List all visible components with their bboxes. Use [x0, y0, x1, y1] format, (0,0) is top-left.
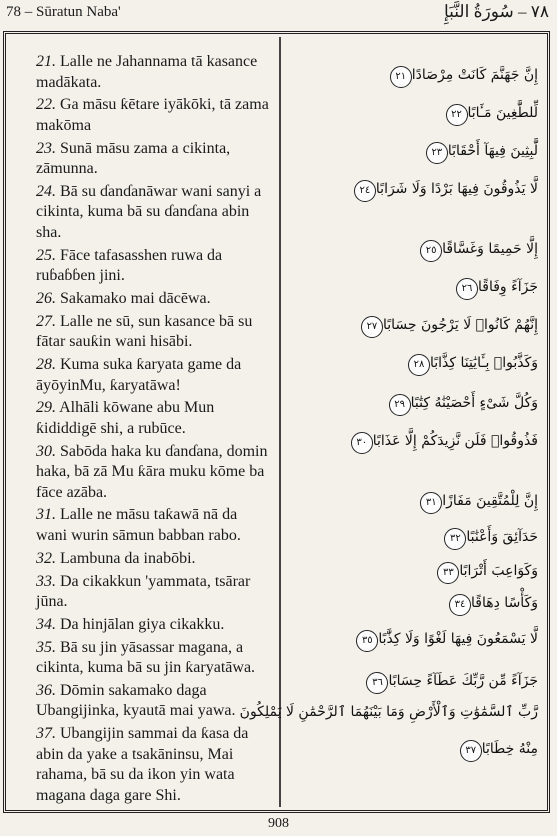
ayah-marker-icon: ٣٥ [356, 630, 378, 652]
arabic-verse-text: جَزَآءً وِفَاقًا [478, 279, 538, 295]
verse-text: Bā su jin yāsassar magana, a cikinta, kuma bā su jin ƙaryatāwa. [36, 638, 256, 677]
ayah-marker-icon: ٣٢ [444, 528, 466, 550]
verse-text: Kuma suka ƙaryata game da āyōyinMu, ƙaryatāwa! [36, 356, 242, 394]
arabic-verse-line [363, 672, 538, 694]
verse-text: Da cikakkun 'yammata, tsārar jūna. [36, 572, 251, 611]
verse-translation [10, 52, 272, 93]
arabic-verse-line [417, 240, 538, 262]
ayah-marker-icon: ٢٢ [446, 104, 468, 126]
arabic-verse-line [348, 432, 538, 454]
verse-number: 21. [36, 53, 56, 70]
verse-translation [10, 549, 272, 570]
verse-text: Sabōda haka ku ɗanɗana, domin haka, bā zā Mu ƙāra muku kōme ba fāce azāba. [36, 442, 268, 501]
column-divider [279, 37, 281, 807]
verse-number: 37. [36, 725, 56, 743]
translation-column [10, 52, 272, 809]
verse-text: Lalle ne sū, sun kasance bā su fātar sauƙin wani hisābi. [36, 312, 253, 351]
arabic-verse-text: إِنَّ جَهَنَّمَ كَانَتْ مِرْصَادًا [411, 67, 538, 83]
verse-number: 23. [36, 139, 56, 157]
ayah-marker-icon: ٢٦ [456, 278, 478, 300]
arabic-verse-line [443, 104, 539, 126]
verse-text: Lambuna da inabōbi. [60, 549, 196, 567]
verse-number: 29. [36, 399, 56, 417]
arabic-verse-line [441, 528, 538, 550]
arabic-verse-text: جَزَآءً مِّن رَّبِّكَ عَطَآءً حِسَابًا [388, 673, 538, 689]
arabic-verse-text: لَّٰبِثِينَ فِيهَآ أَحْقَابًا [447, 143, 538, 159]
arabic-verse-line [423, 142, 538, 164]
arabic-verse-line [386, 394, 538, 416]
verse-text: Sakamako mai dācēwa. [60, 289, 211, 307]
ayah-marker-icon: ٢٩ [389, 394, 411, 416]
verse-number: 32. [36, 549, 56, 567]
verse-number: 28. [36, 356, 56, 374]
verse-translation [10, 182, 272, 244]
ayah-marker-icon: ٢٤ [354, 180, 376, 202]
arabic-verse-text: رَّبِّ ٱلسَّمَٰوَٰتِ وَٱلْأَرْضِ وَمَا بَيْنَهُمَا ٱلرَّحْمَٰنِ لَا يَمْلِكُونَ [239, 704, 538, 720]
arabic-verse-line [405, 354, 538, 376]
arabic-verse-text: إِلَّا حَمِيمًا وَغَسَّاقًا [442, 241, 538, 257]
verse-number: 35. [36, 638, 56, 656]
verse-number: 26. [36, 289, 56, 307]
verse-text: Sunā māsu zama a cikinta, zāmunna. [36, 139, 231, 178]
verse-translation [10, 505, 272, 546]
ayah-marker-icon: ٢١ [390, 66, 412, 88]
verse-number: 31. [36, 506, 56, 524]
arabic-verse-line [457, 740, 538, 762]
verse-translation [10, 246, 272, 287]
page-header [0, 0, 557, 30]
arabic-verse-text: وَكُلَّ شَىْءٍ أَحْصَيْنَٰهُ كِتَٰبًا [410, 395, 538, 411]
ayah-marker-icon: ٣٣ [437, 562, 459, 584]
ayah-marker-icon: ٢٧ [361, 316, 383, 338]
verse-number: 22. [36, 96, 56, 114]
arabic-verse-line [453, 278, 538, 300]
verse-translation [10, 615, 272, 636]
verse-translation [10, 442, 272, 504]
verse-number: 36. [36, 681, 56, 699]
arabic-verse-line [417, 492, 538, 514]
ayah-marker-icon: ٣٤ [449, 594, 471, 616]
verse-number: 27. [36, 312, 56, 330]
verse-number: 33. [36, 572, 56, 590]
verse-number: 34. [36, 615, 56, 633]
ayah-marker-icon: ٢٨ [408, 354, 430, 376]
verse-translation [10, 312, 272, 353]
arabic-verse-text: لِّلطَّٰغِينَ مَـَٔابًا [467, 105, 538, 121]
arabic-verse-line [351, 180, 538, 202]
verse-translation [10, 572, 272, 613]
verse-translation [10, 398, 272, 439]
arabic-verse-line [240, 704, 538, 720]
verse-text: Alhāli kōwane abu Mun ƙididdigē shi, a rubūce. [36, 399, 215, 437]
arabic-verse-text: حَدَآئِقَ وَأَعْنَٰبًا [466, 529, 538, 545]
verse-text: Ga māsu ƙētare iyākōki, tā zama makōma [36, 96, 269, 134]
header-surah-arabic: ٧٨ – سُورَةُ النَّبَإِ [443, 2, 549, 21]
verse-text: Fāce tafasasshen ruwa da ruɓaɓɓen jini. [36, 246, 223, 285]
arabic-verse-text: لَّا يَسْمَعُونَ فِيهَا لَغْوًا وَلَا كِذَّٰبًا [378, 631, 538, 647]
verse-translation [10, 638, 272, 679]
verse-text: Lalle ne Jahannama tā kasance madākata. [36, 53, 258, 91]
arabic-verse-text: لَّا يَذُوقُونَ فِيهَا بَرْدًا وَلَا شَرَابًا [375, 181, 538, 197]
ayah-marker-icon: ٢٣ [426, 142, 448, 164]
verse-number: 25. [36, 246, 56, 264]
arabic-verse-text: إِنَّ لِلْمُتَّقِينَ مَفَازًا [442, 493, 538, 509]
arabic-verse-text: إِنَّهُمْ كَانُوا۟ لَا يَرْجُونَ حِسَابًا [382, 317, 538, 333]
verse-translation [10, 681, 272, 722]
verse-translation [10, 724, 272, 806]
verse-number: 24. [36, 182, 56, 200]
arabic-verse-text: مِنْهُ خِطَابًا [481, 741, 538, 757]
verse-text: Dōmin sakamako daga Ubangijinka, kyautā mai yawa. [36, 681, 236, 720]
arabic-verse-text: وَكَذَّبُوا۟ بِـَٔايَٰتِنَا كِذَّابًا [429, 355, 538, 371]
arabic-verse-line [446, 594, 538, 616]
page-number: 908 [268, 816, 289, 831]
verse-translation [10, 95, 272, 136]
ayah-marker-icon: ٣٠ [351, 432, 373, 454]
header-surah-latin: 78 – Sūratun Naba' [6, 4, 121, 20]
arabic-verse-text: فَذُوقُوا۟ فَلَن نَّزِيدَكُمْ إِلَّا عَذَابًا [372, 433, 538, 449]
arabic-verse-line [434, 562, 538, 584]
arabic-verse-text: وَكَأْسًا دِهَاقًا [471, 595, 538, 611]
verse-text: Ubangijin sammai da ƙasa da abin da yake a tsakāninsu, Mai rahama, bā su da ikon yin wata magana daga gare Shi. [36, 725, 249, 804]
ayah-marker-icon: ٣٦ [366, 672, 388, 694]
ayah-marker-icon: ٢٥ [420, 240, 442, 262]
verse-translation [10, 139, 272, 180]
verse-text: Lalle ne māsu taƙawā nā da wani wurin sāmun babban rabo. [36, 506, 241, 544]
arabic-column [239, 54, 544, 794]
verse-text: Da hinjālan giya cikakku. [60, 615, 225, 633]
ayah-marker-icon: ٣٧ [460, 740, 482, 762]
verse-text: Bā su ɗanɗanāwar wani sanyi a cikinta, kuma bā su ɗanɗana abin sha. [36, 182, 262, 241]
arabic-verse-line [387, 66, 538, 88]
verse-translation [10, 289, 272, 310]
ayah-marker-icon: ٣١ [420, 492, 442, 514]
arabic-verse-text: وَكَوَاعِبَ أَتْرَابًا [459, 563, 538, 579]
verse-number: 30. [36, 442, 56, 460]
arabic-verse-line [358, 316, 538, 338]
verse-translation [10, 355, 272, 396]
arabic-verse-line [353, 630, 538, 652]
